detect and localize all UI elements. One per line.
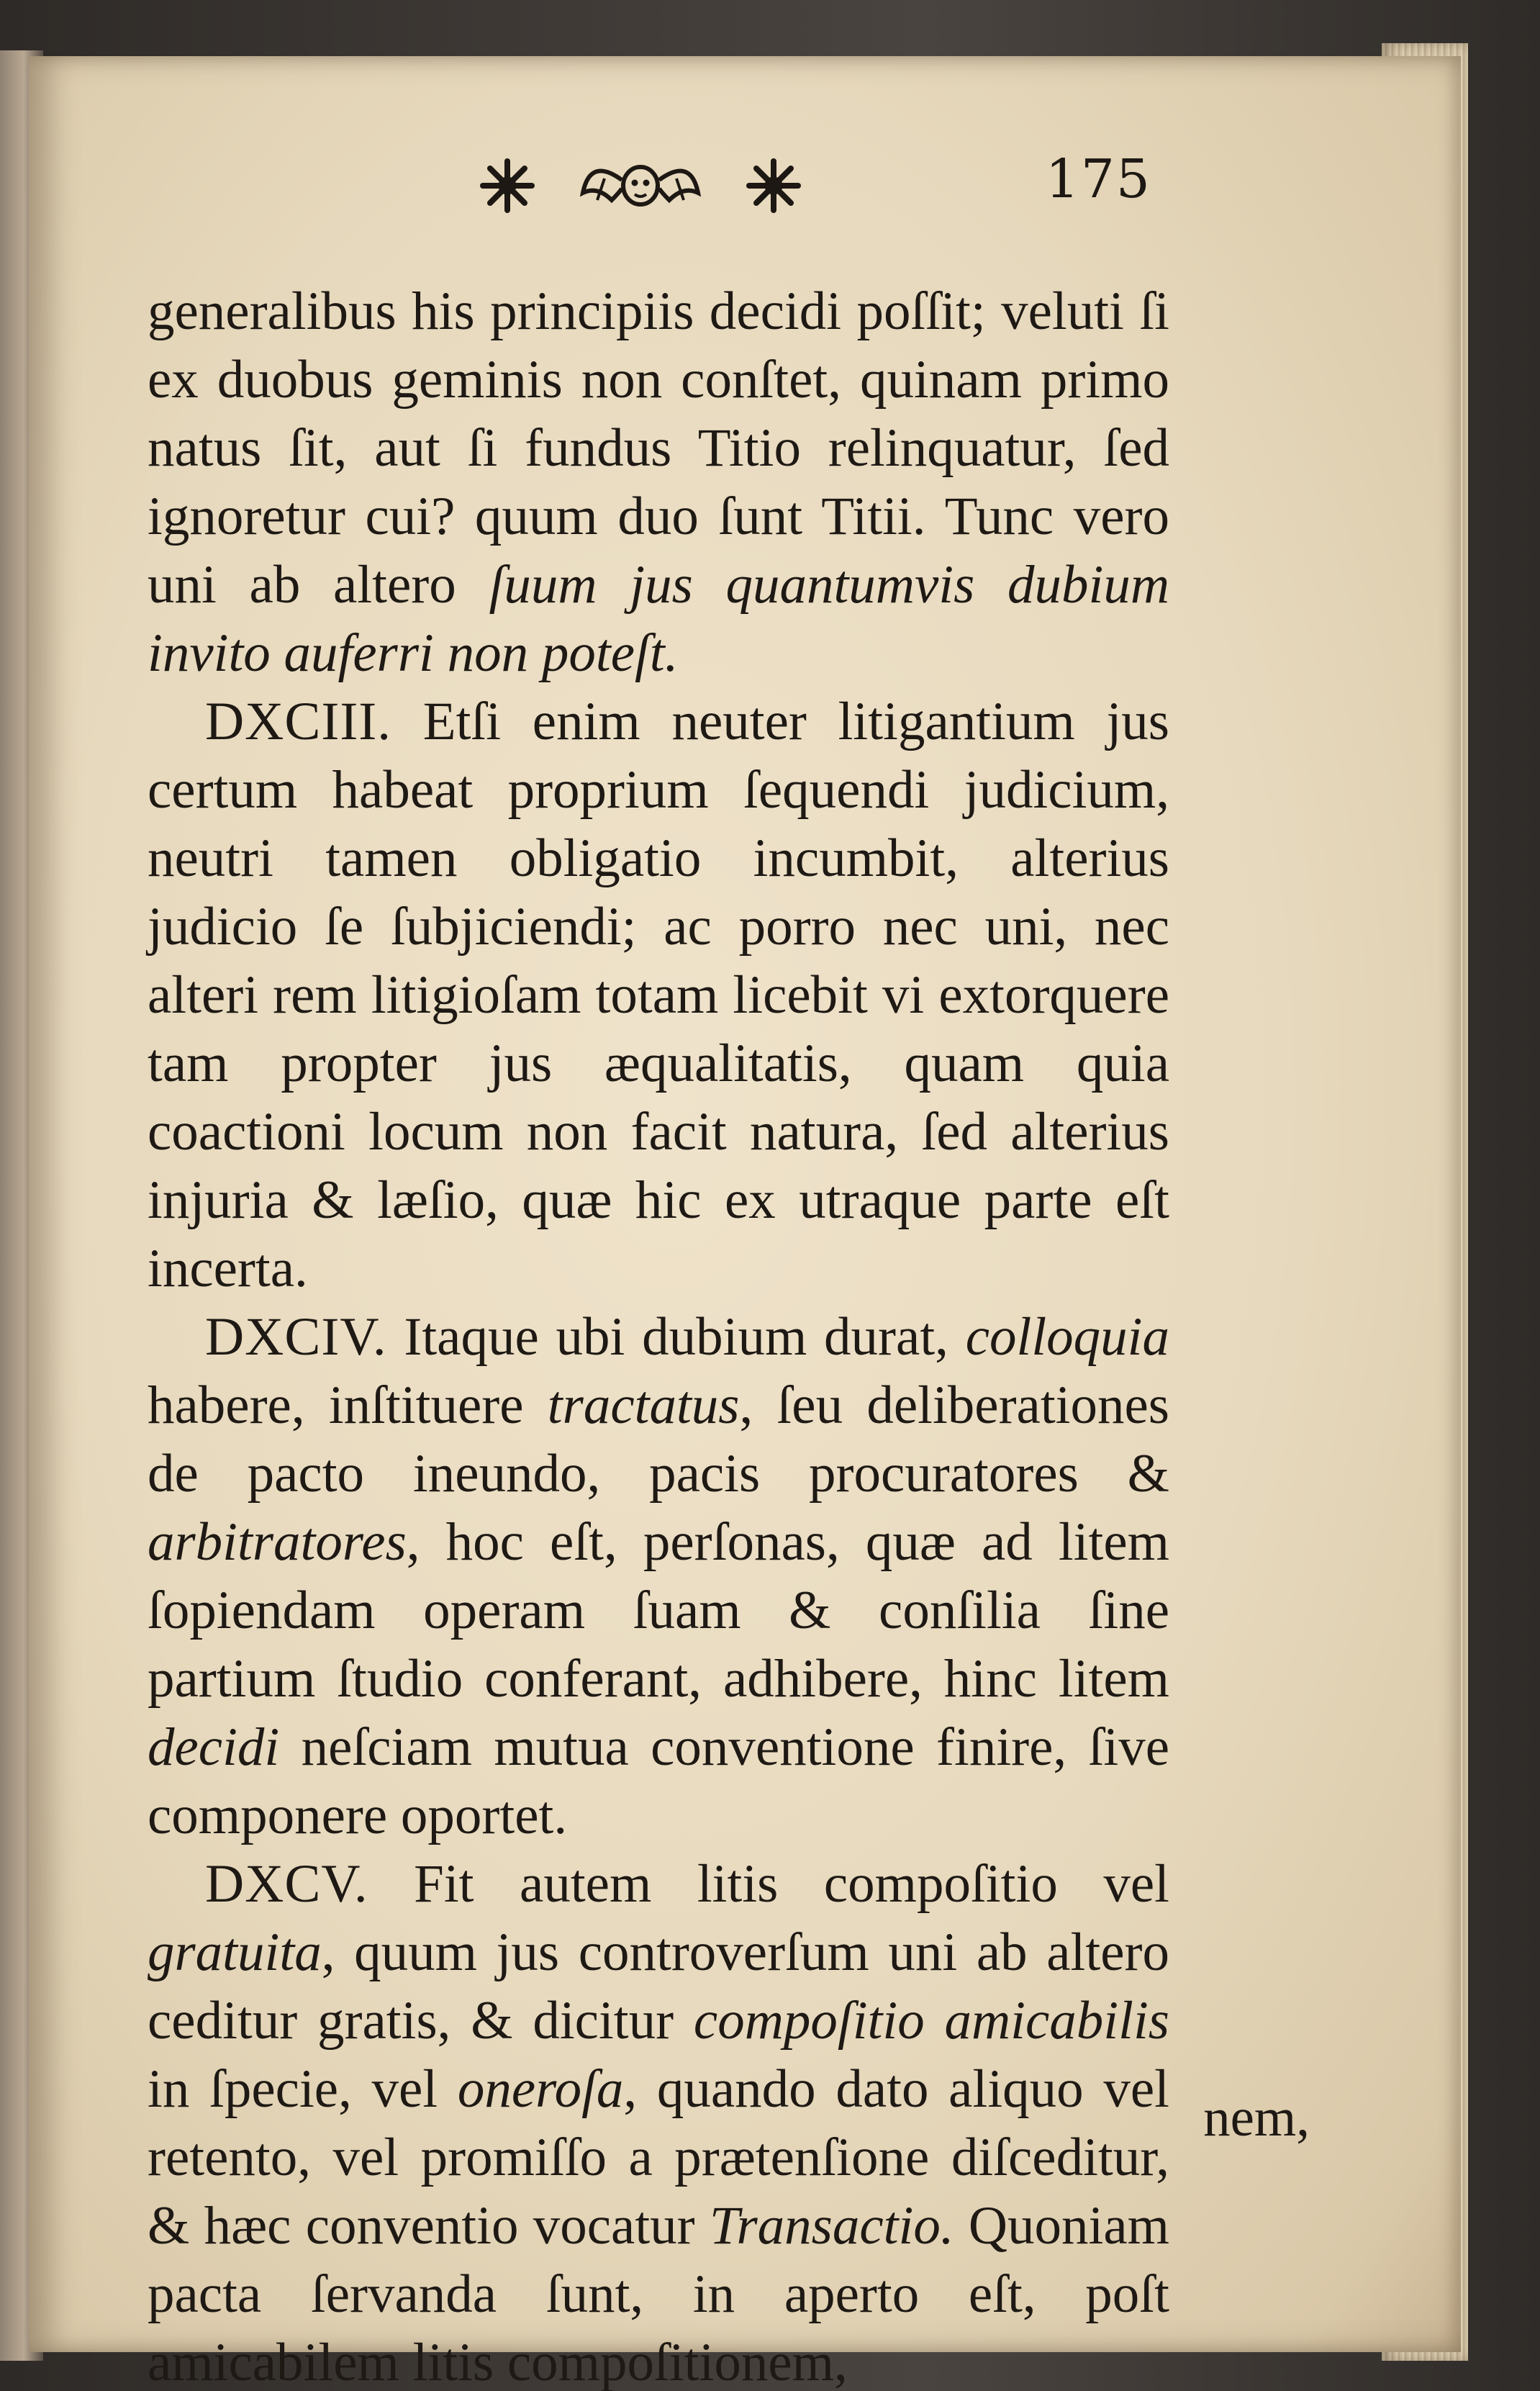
text-run: Quoniam pacta ſervanda ſunt, in aperto eſt, poſt amicabilem litis compoſitionem, xyxy=(148,2196,1169,2391)
italic-phrase: arbitratores xyxy=(148,1512,407,1572)
italic-phrase: oneroſa xyxy=(457,2059,624,2119)
section-number: DXCIII. xyxy=(205,692,392,751)
text-run: , quum jus controverſum uni ab altero ceditur gratis, & dicitur xyxy=(148,1922,1169,2051)
paragraph xyxy=(148,687,1169,1303)
italic-phrase: tractatus xyxy=(547,1375,740,1435)
text-run: habere, inſtituere xyxy=(148,1375,548,1435)
italic-phrase: Transactio. xyxy=(709,2196,954,2256)
text-run: Etſi enim neuter litigantium jus certum habeat proprium ſequendi judicium, neutri tamen obligatio incumbit, alterius judicio ſe ſubjiciendi; ac porro nec uni, nec alteri rem litigioſam totam licebit vi extorquere tam propter jus æqualitatis, quam quia coactioni locum non facit natura, ſed alterius injuria & læſio, quæ hic ex utraque parte eſt incerta. xyxy=(148,692,1169,1298)
section-number: DXCIV. xyxy=(205,1307,387,1367)
italic-phrase: compoſitio amicabilis xyxy=(693,1991,1169,2051)
italic-phrase: colloquia xyxy=(965,1307,1169,1367)
paragraph xyxy=(148,1850,1169,2391)
body-text xyxy=(148,277,1169,2391)
text-run: , quando dato aliquo vel retento, vel promiſſo a prætenſione diſceditur, & hæc conventio vocatur xyxy=(148,2059,1169,2256)
text-run: Itaque ubi dubium durat, xyxy=(386,1307,966,1367)
text-run: neſciam mutua conventione finire, ſive componere oportet. xyxy=(148,1717,1169,1845)
italic-phrase: ſuum jus quantumvis dubium invito auferri non poteſt. xyxy=(148,555,1170,683)
text-run: Fit autem litis compoſitio vel xyxy=(368,1854,1169,1914)
paragraph xyxy=(148,1303,1169,1850)
fleuron-headpiece-icon xyxy=(461,135,820,236)
text-run: , ſeu deliberationes de pacto ineundo, pacis procuratores & xyxy=(148,1375,1169,1504)
page-number: 175 xyxy=(1045,148,1151,210)
catchword: nem, xyxy=(1203,2088,1310,2148)
page-header xyxy=(461,135,1151,236)
text-run: generalibus his principiis decidi poſſit; veluti ſi ex duobus geminis non conſtet, quinam primo natus ſit, aut ſi fundus Titio relinquatur, ſed ignoretur cui? quum duo ſunt Titii. Tunc vero uni ab altero xyxy=(148,281,1169,615)
section-number: DXCV. xyxy=(205,1854,368,1914)
paragraph xyxy=(148,277,1169,687)
italic-phrase: gratuita xyxy=(148,1922,322,1982)
text-run: in ſpecie, vel xyxy=(148,2059,458,2119)
italic-phrase: decidi xyxy=(148,1717,280,1777)
text-run: , hoc eſt, perſonas, quæ ad litem ſopiendam operam ſuam & conſilia ſine partium ſtudio conferant, adhibere, hinc litem xyxy=(148,1512,1169,1709)
